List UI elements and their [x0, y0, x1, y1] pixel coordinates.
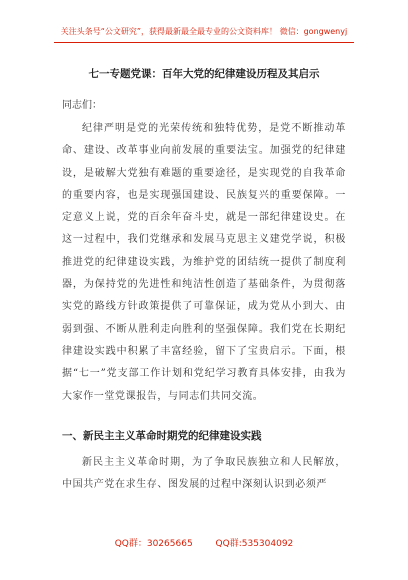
- header-promo-note: 关注头条号“公文研究”，获得最新最全最专业的公文资料库！ 微信：gongwenyj: [60, 27, 348, 36]
- document-title: 七一专题党课：百年大党的纪律建设历程及其启示: [88, 68, 320, 80]
- body-paragraph-1: 纪律严明是党的光荣传统和独特优势，是党不断推动革命、建设、改革事业向前发展的重要法宝。加强党的纪律建设，是破解大党独有难题的重要途径，是实现党的自我革命的重要内容，也是实现强国建设、民族复兴的重要保障。一定意义上说，党的百余年奋斗史，就是一部纪律建设史。在这一过程中，我们党继承和发展马克思主义建党学说，积极推进党的纪律建设实践，为维护党的团结统一提供了制度利器，为保持党的先进性和纯洁性创造了基础条件，为贯彻落实党的路线方针政策提供了可靠保证，成为党从小到大、由弱到强、不断从胜利走向胜利的坚强保障。我们党在长期纪律建设实践中积累了丰富经验，留下了宝贵启示。下面，根据“七一”党支部工作计划和党纪学习教育具体安排，由我为大家作一堂党课报告，与同志们共同交流。: [62, 123, 346, 402]
- salutation: 同志们：: [62, 100, 102, 111]
- section-heading-1: 一、新民主主义革命时期党的纪律建设实践: [62, 430, 262, 442]
- body-paragraph-2: 新民主主义革命时期，为了争取民族独立和人民解放，中国共产党在求生存、图发展的过程中深刻认识到必须严: [62, 457, 346, 491]
- header-divider: [54, 42, 354, 43]
- footer-qq-groups: QQ群：30265665 QQ群:535304092: [114, 539, 294, 549]
